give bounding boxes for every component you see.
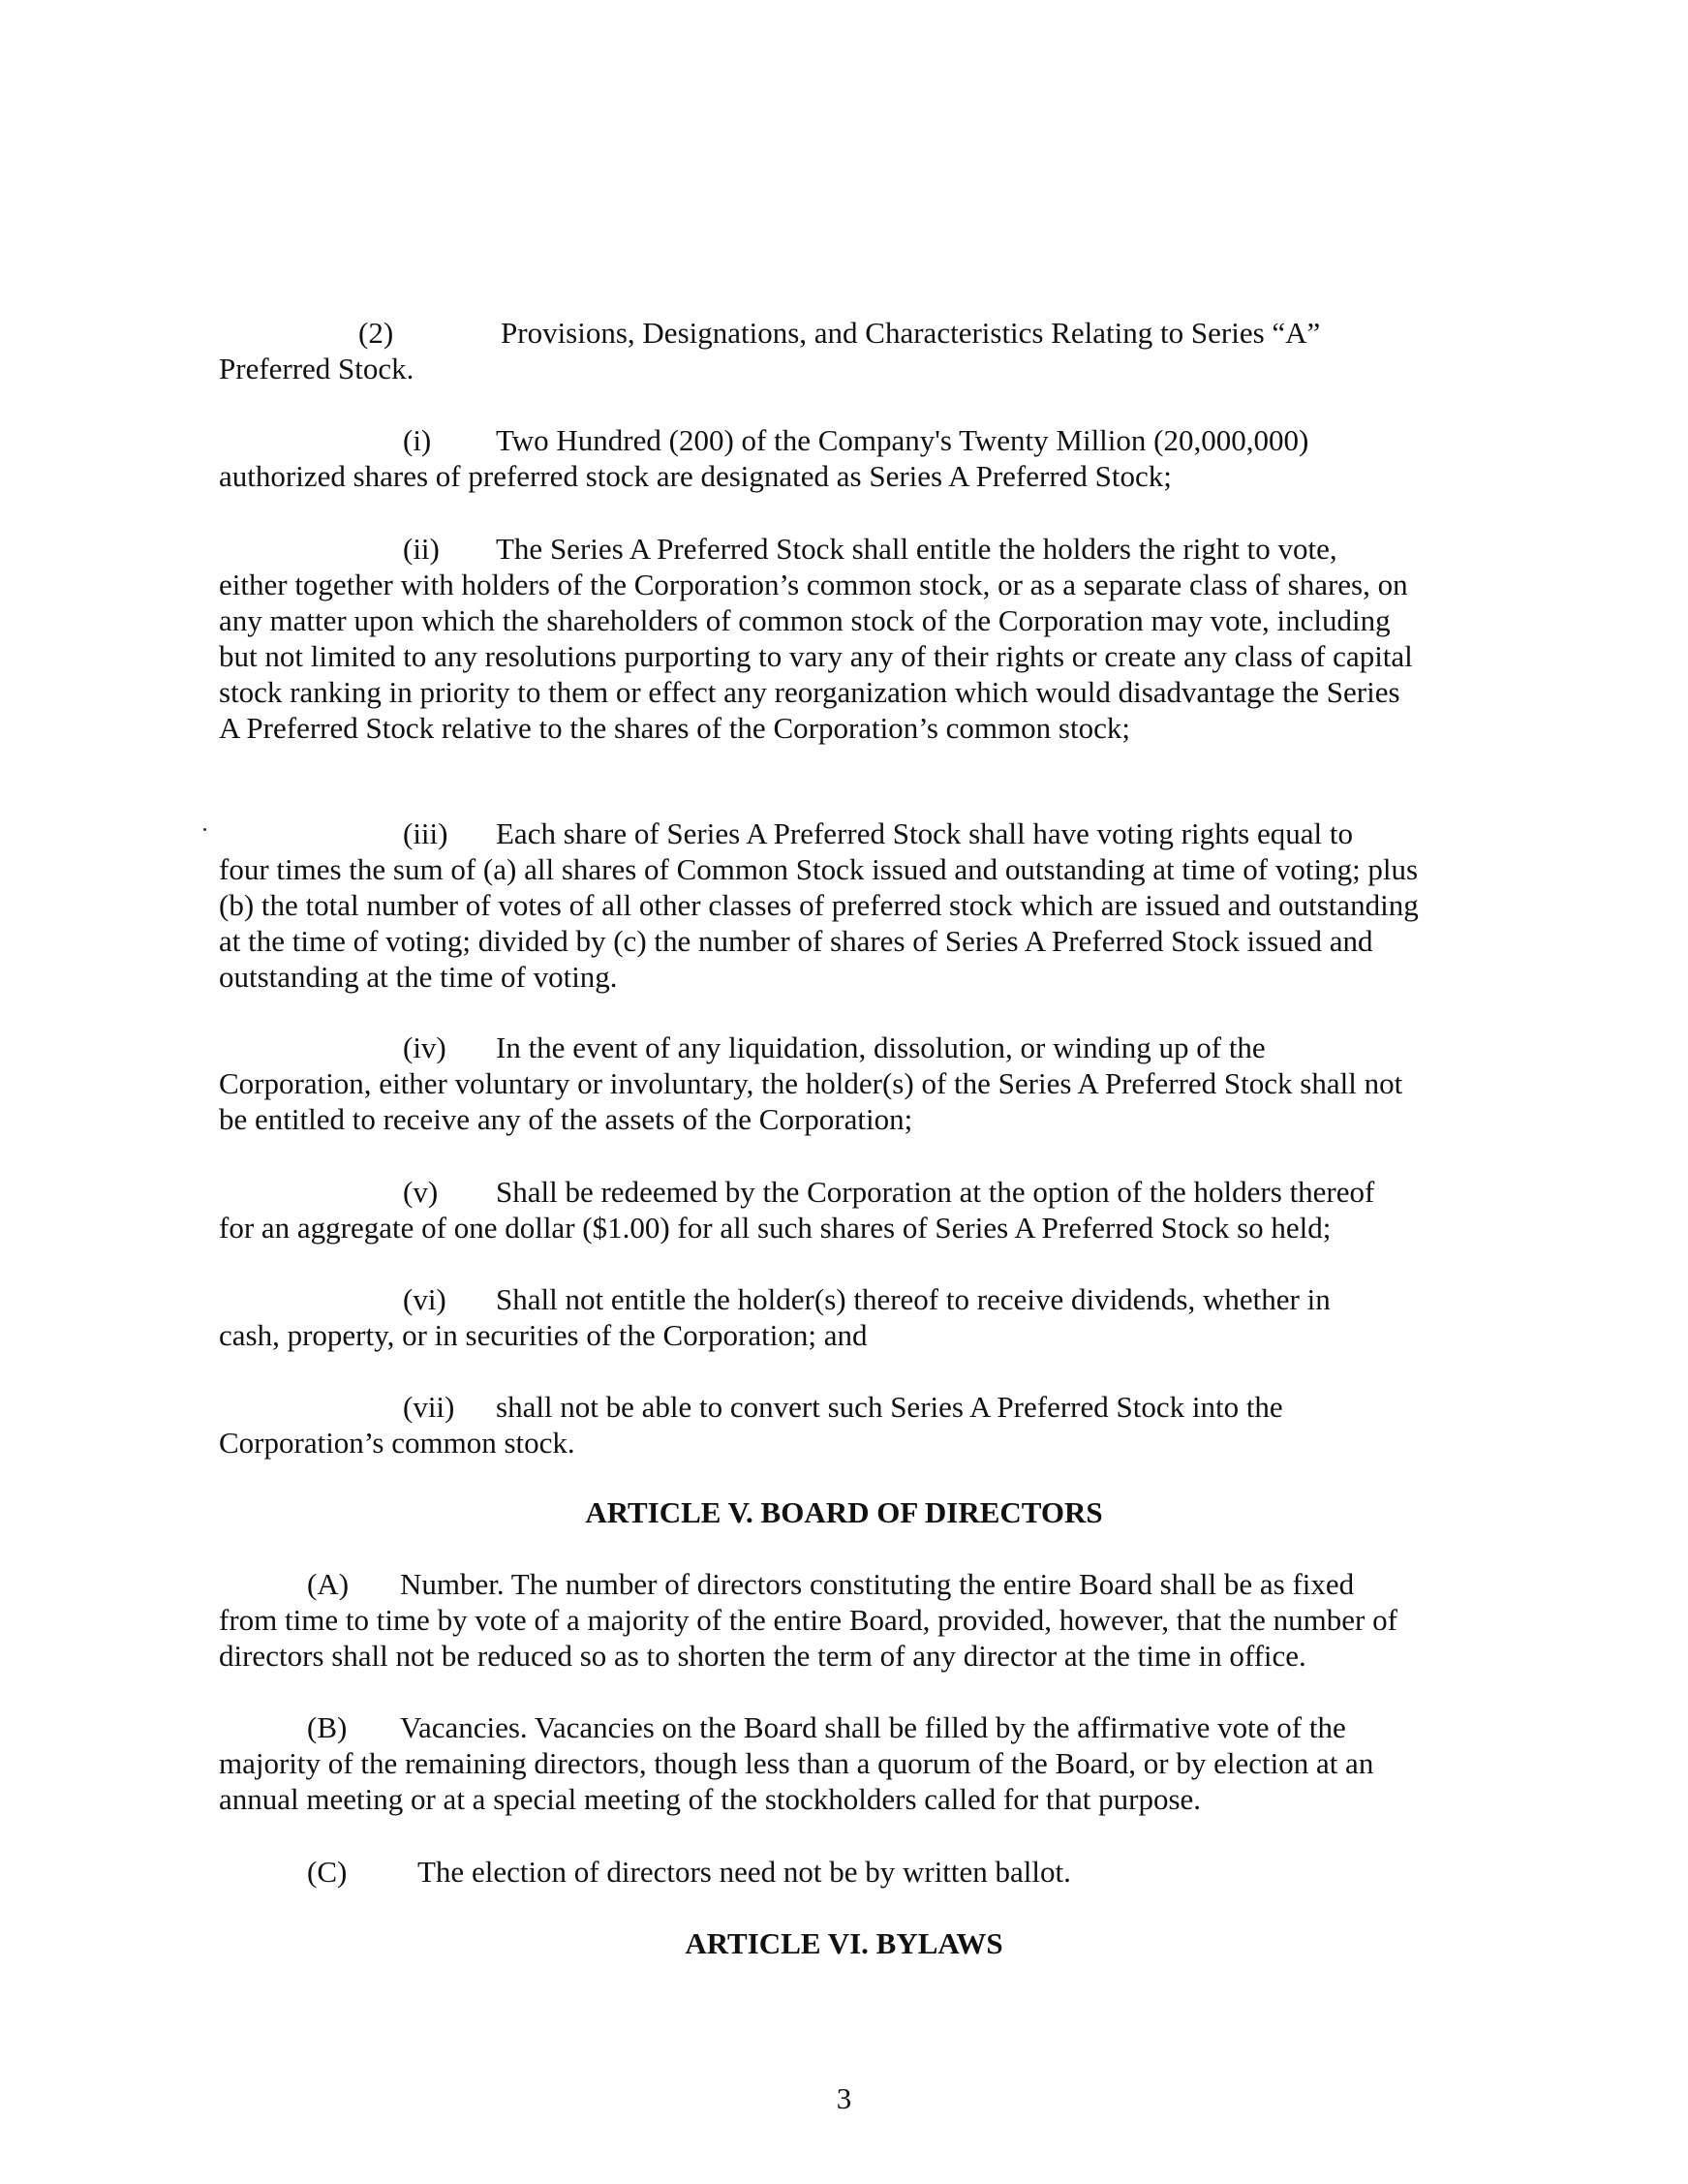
item-iii-first-line: Each share of Series A Preferred Stock shall have voting rights equal to — [496, 816, 1353, 850]
item-i-paragraph — [219, 422, 1420, 494]
article-5-a-text: from time to time by vote of a majority of the entire Board, provided, however, that the number of directors shall not be reduced so as to shorten the term of any director at the time in office. — [219, 1603, 1397, 1673]
article-5-c-paragraph — [219, 1854, 1420, 1890]
item-vii-number: (vii) — [403, 1390, 455, 1424]
item-iv-number: (iv) — [403, 1030, 446, 1064]
article-5-heading: ARTICLE V. BOARD OF DIRECTORS — [585, 1495, 1103, 1529]
item-iv-paragraph — [219, 1030, 1420, 1137]
item-vii-first-line: shall not be able to convert such Series A Preferred Stock into the — [496, 1390, 1283, 1424]
article-5-b-first-line: Vacancies. Vacancies on the Board shall be filled by the affirmative vote of the — [400, 1710, 1346, 1744]
scan-mark — [203, 828, 206, 831]
section-2-title: Provisions, Designations, and Characteristics Relating to Series “A” — [501, 316, 1321, 350]
section-2-number: (2) — [358, 316, 394, 350]
item-iii-number: (iii) — [403, 816, 448, 850]
article-5-c-number: (C) — [307, 1855, 348, 1889]
item-vi-text: cash, property, or in securities of the Corporation; and — [219, 1318, 868, 1352]
section-2-paragraph — [219, 315, 1420, 386]
article-5-b-text: majority of the remaining directors, though less than a quorum of the Board, or by election at an annual meeting or at a special meeting of the stockholders called for that purpose. — [219, 1746, 1374, 1816]
article-5-a-paragraph — [219, 1566, 1420, 1674]
item-v-first-line: Shall be redeemed by the Corporation at the option of the holders thereof — [496, 1175, 1375, 1209]
article-6-heading: ARTICLE VI. BYLAWS — [685, 1926, 1003, 1960]
item-ii-number: (ii) — [403, 532, 440, 566]
item-i-text: authorized shares of preferred stock are designated as Series A Preferred Stock; — [219, 459, 1172, 493]
article-5-a-first-line: Number. The number of directors constituting the entire Board shall be as fixed — [400, 1567, 1355, 1601]
item-iv-first-line: In the event of any liquidation, dissolution, or winding up of the — [496, 1030, 1266, 1064]
article-5-a-number: (A) — [307, 1567, 350, 1601]
item-ii-text: either together with holders of the Corporation’s common stock, or as a separate class of shares, on any matter upon which the shareholders of common stock of the Corporation may vote, including but not limited to any resolutions purporting to vary any of their rights or create any class of capital stock ranking in priority to them or effect any reorganization which would disadvantage the Series A Preferred Stock relative to the shares of the Corporation’s common stock; — [219, 568, 1413, 745]
article-5-c-first-line: The election of directors need not be by written ballot. — [417, 1855, 1071, 1889]
item-i-first-line: Two Hundred (200) of the Company's Twenty Million (20,000,000) — [496, 423, 1309, 457]
item-vi-paragraph — [219, 1281, 1420, 1353]
page-number: 3 — [836, 2081, 852, 2115]
item-i-number: (i) — [403, 423, 432, 457]
item-v-text: for an aggregate of one dollar ($1.00) for all such shares of Series A Preferred Stock so held; — [219, 1211, 1332, 1245]
item-ii-first-line: The Series A Preferred Stock shall entitle the holders the right to vote, — [496, 532, 1337, 566]
item-iv-text: Corporation, either voluntary or involuntary, the holder(s) of the Series A Preferred Stock shall not be entitled to receive any of the assets of the Corporation; — [219, 1066, 1403, 1136]
item-v-number: (v) — [403, 1175, 439, 1209]
item-vii-paragraph — [219, 1389, 1420, 1461]
item-vi-first-line: Shall not entitle the holder(s) thereof to receive dividends, whether in — [496, 1282, 1331, 1316]
item-iii-paragraph — [219, 815, 1420, 995]
item-vii-text: Corporation’s common stock. — [219, 1426, 575, 1460]
item-vi-number: (vi) — [403, 1282, 446, 1316]
item-ii-paragraph — [219, 531, 1420, 746]
item-iii-text: four times the sum of (a) all shares of Common Stock issued and outstanding at time of voting; plus (b) the total number of votes of all other classes of preferred stock which are issued and outstanding at the time of voting; divided by (c) the number of shares of Series A Preferred Stock issued and outstanding at the time of voting. — [219, 852, 1419, 994]
section-2-continuation: Preferred Stock. — [219, 352, 414, 385]
article-5-b-paragraph — [219, 1709, 1420, 1817]
item-v-paragraph — [219, 1174, 1420, 1246]
article-5-b-number: (B) — [307, 1710, 348, 1744]
